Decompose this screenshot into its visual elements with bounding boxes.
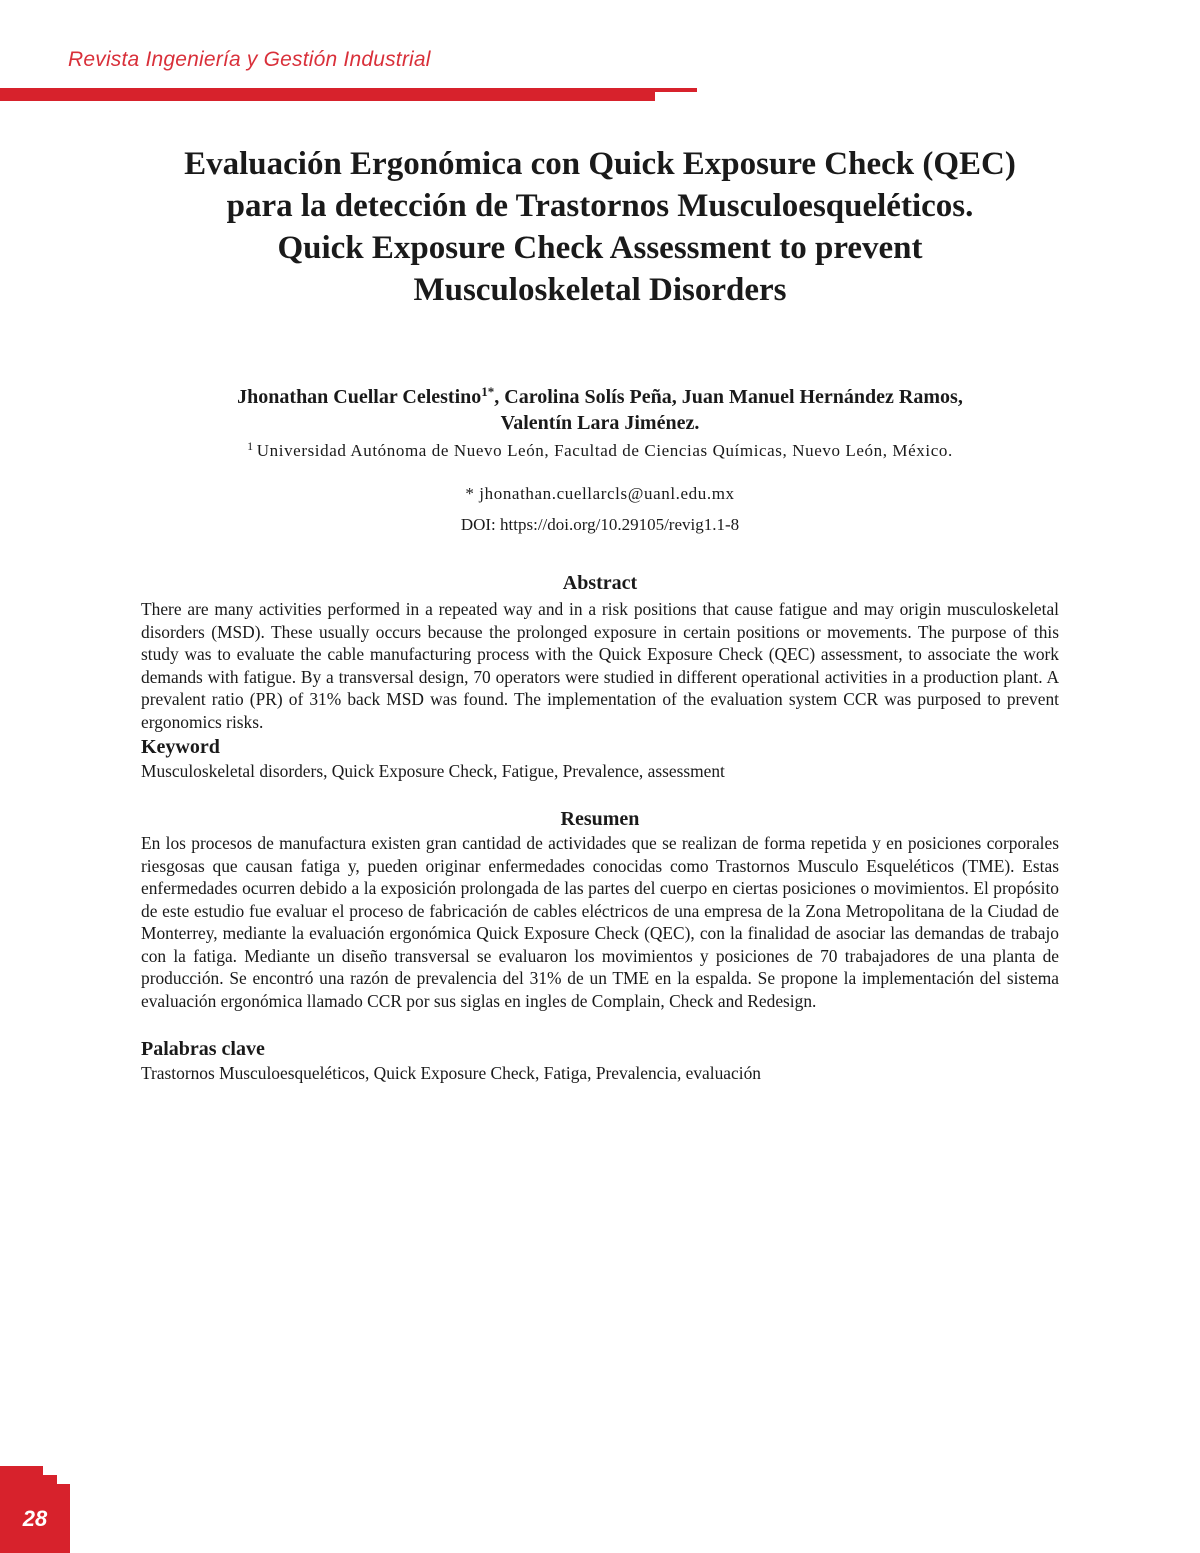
other-authors: , Carolina Solís Peña, Juan Manuel Hernández Ramos,: [494, 386, 963, 408]
affiliation-mark: 1: [247, 439, 254, 453]
header-rule-thick: [0, 92, 655, 101]
affiliation: [100, 439, 1100, 461]
resumen-text: En los procesos de manufactura existen gran cantidad de actividades que se realizan de forma repetida y en posiciones corporales riesgosas que causan fatiga y, pueden originar enfermedades conocidas como Trastornos Musculo Esqueléticos (TME). Estas enfermedades ocurren debido a la exposición prolongada de las partes del cuerpo en ciertas posiciones o movimientos. El propósito de este estudio fue evaluar el proceso de fabricación de cables eléctricos de una empresa de la Zona Metropolitana de la Ciudad de Monterrey, mediante la evaluación ergonómica Quick Exposure Check (QEC), con la finalidad de asociar las demandas de trabajo con la fatiga. Mediante un diseño transversal se evaluaron los movimientos y posiciones de 70 trabajadores de una planta de producción. Se encontró una razón de prevalencia del 31% de un TME en la espalda. Se propone la implementación del sistema evaluación ergonómica llamado CCR por sus siglas en ingles de Complain, Check and Redesign.: [141, 833, 1059, 1011]
page-number: 28: [0, 1484, 70, 1553]
title-line-1: Evaluación Ergonómica con Quick Exposure Check (QEC): [184, 146, 1016, 182]
doi-link[interactable]: DOI: https://doi.org/10.29105/revig1.1-8: [460, 515, 740, 534]
journal-name: Revista Ingeniería y Gestión Industrial: [68, 48, 431, 71]
keyword-heading: Keyword: [141, 736, 220, 758]
article-title: [100, 143, 1100, 311]
affiliation-text: Universidad Autónoma de Nuevo León, Facultad de Ciencias Químicas, Nuevo León, México.: [256, 441, 953, 460]
corresponding-email[interactable]: * jhonathan.cuellarcls@uanl.edu.mx: [465, 484, 735, 503]
abstract-text: There are many activities performed in a repeated way and in a risk positions that cause fatigue and may origin musculoskeletal disorders (MSD). These usually occurs because the prolonged exposure in certain positions or movements. The purpose of this study was to evaluate the cable manufacturing process with the Quick Exposure Check (QEC) assessment, to associate the work demands with fatigue. By a transversal design, 70 operators were studied in different operational activities in a production plant. A prevalent ratio (PR) of 31% back MSD was found. The implementation of the evaluation system CCR was purposed to prevent ergonomics risks.: [141, 599, 1059, 732]
author-list: [100, 384, 1100, 436]
page-tab-step-top: [0, 1466, 43, 1475]
keyword-list: Musculoskeletal disorders, Quick Exposure Check, Fatigue, Prevalence, assessment: [141, 761, 725, 781]
title-line-2: para la detección de Trastornos Musculoesqueléticos.: [226, 188, 974, 224]
first-author: Jhonathan Cuellar Celestino: [237, 386, 482, 408]
abstract-heading: Abstract: [562, 572, 638, 594]
palabras-clave-list: Trastornos Musculoesqueléticos, Quick Exposure Check, Fatiga, Prevalencia, evaluación: [141, 1063, 761, 1083]
last-author: Valentín Lara Jiménez.: [500, 412, 700, 434]
title-line-3: Quick Exposure Check Assessment to prevent: [277, 230, 923, 266]
palabras-clave-heading: Palabras clave: [141, 1038, 265, 1060]
page-tab-step-mid: [0, 1475, 57, 1484]
first-author-marks: 1*: [481, 384, 495, 399]
title-line-4: Musculoskeletal Disorders: [413, 272, 787, 308]
resumen-heading: Resumen: [560, 808, 640, 830]
